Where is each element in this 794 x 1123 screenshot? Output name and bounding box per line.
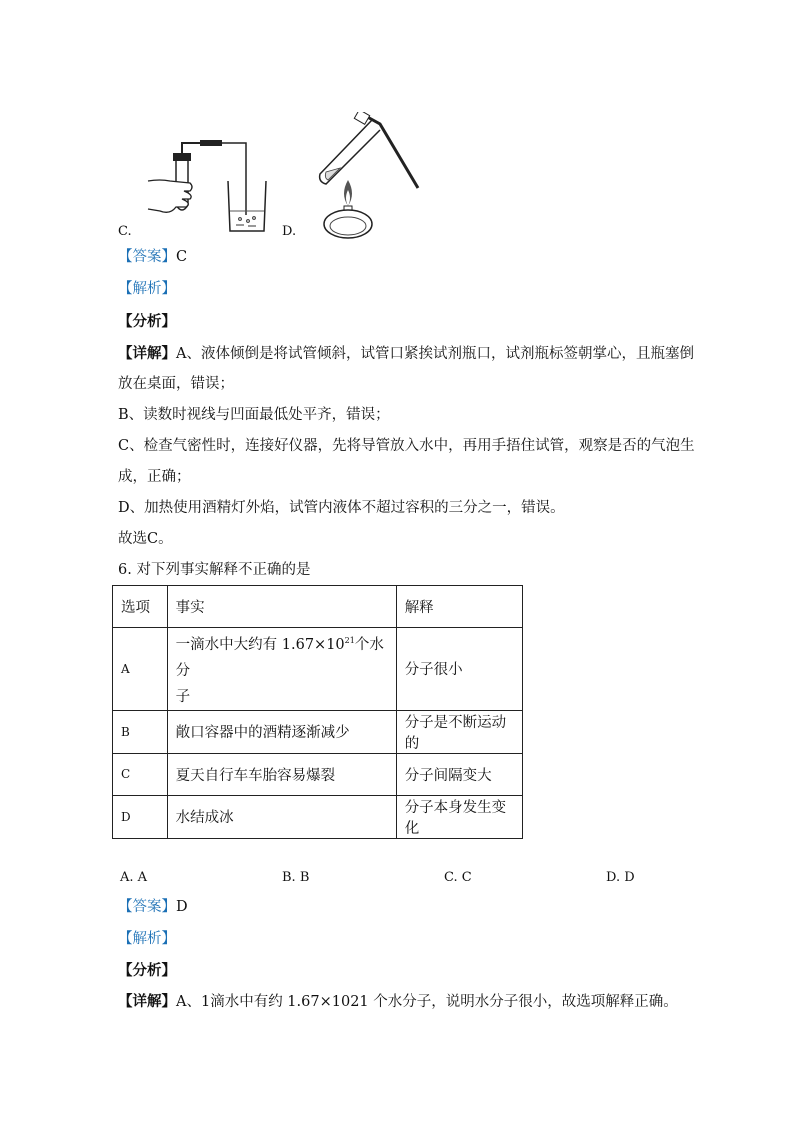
fact-text-post: 个水分 [175, 636, 384, 679]
header-explain: 解释 [396, 586, 522, 628]
detail-line-7: 故选C。 [118, 531, 173, 547]
analysis-tag-1: 【解析】 [118, 281, 176, 297]
figure-d-heating [300, 112, 425, 240]
detail-line-5: 成，正确； [118, 469, 191, 485]
detail-text: A、1滴水中有约 1.67×1021 个水分子，说明水分子很小，故选项解释正确。 [176, 994, 678, 1010]
row-fact: 夏天自行车车胎容易爆裂 [167, 753, 396, 795]
answer-line-1 [118, 247, 187, 267]
fenxi-tag-2: 【分析】 [118, 962, 176, 979]
row-option: D [113, 795, 168, 838]
row-explain: 分子本身发生变化 [396, 795, 522, 838]
detail-line-1 [118, 344, 694, 364]
answer-tag: 【答案】 [118, 249, 176, 265]
detail-line-6: D、加热使用酒精灯外焰，试管内液体不超过容积的三分之一，错误。 [118, 500, 565, 516]
header-option: 选项 [113, 586, 168, 628]
figure-c-label: C. [118, 224, 132, 239]
row-fact: 水结成冰 [167, 795, 396, 838]
row-explain: 分子很小 [396, 628, 522, 711]
row-explain: 分子是不断运动的 [396, 710, 522, 753]
row-option: C [113, 753, 168, 795]
detail-line-3: B、读数时视线与凹面最低处平齐，错误； [118, 407, 390, 423]
answer-tag: 【答案】 [118, 899, 176, 915]
answer-value: C [176, 249, 188, 265]
choice-d: D. D [606, 870, 635, 885]
row-fact: 敞口容器中的酒精逐渐减少 [167, 710, 396, 753]
analysis-tag-2: 【解析】 [118, 931, 176, 947]
detail-text: A、液体倾倒是将试管倾斜，试管口紧挨试剂瓶口，试剂瓶标签朝掌心，且瓶塞倒 [176, 346, 694, 362]
answer-value: D [176, 899, 188, 915]
detail-line-final [118, 992, 678, 1012]
detail-line-4: C、检查气密性时，连接好仪器，先将导管放入水中，再用手捂住试管，观察是否的气泡生 [118, 438, 695, 454]
fenxi-tag-1: 【分析】 [118, 313, 176, 330]
detail-tag: 【详解】 [118, 345, 176, 362]
row-option: A [113, 628, 168, 711]
choice-b: B. B [282, 870, 310, 885]
facts-table [112, 585, 523, 839]
table-row [113, 628, 523, 711]
airtightness-apparatus-icon [140, 135, 270, 235]
table-row [113, 710, 523, 753]
detail-tag: 【详解】 [118, 993, 176, 1010]
row-explain: 分子间隔变大 [396, 753, 522, 795]
choice-a: A. A [120, 870, 148, 885]
detail-line-2: 放在桌面，错误； [118, 376, 234, 392]
fact-text-line2: 子 [175, 688, 191, 705]
answer-line-2 [118, 897, 188, 917]
header-fact: 事实 [167, 586, 396, 628]
fact-text: 一滴水中大约有 1.67×10 [175, 636, 345, 653]
alcohol-lamp-heating-icon [300, 112, 425, 240]
table-header-row [113, 586, 523, 628]
table-row [113, 753, 523, 795]
table-row [113, 795, 523, 838]
row-fact [167, 628, 396, 711]
question-6: 6. 对下列事实解释不正确的是 [118, 562, 311, 578]
figure-c-airtightness [140, 135, 270, 235]
row-option: B [113, 710, 168, 753]
choice-c: C. C [444, 870, 472, 885]
figure-d-label: D. [282, 224, 297, 239]
fact-exponent: 21 [344, 636, 355, 645]
